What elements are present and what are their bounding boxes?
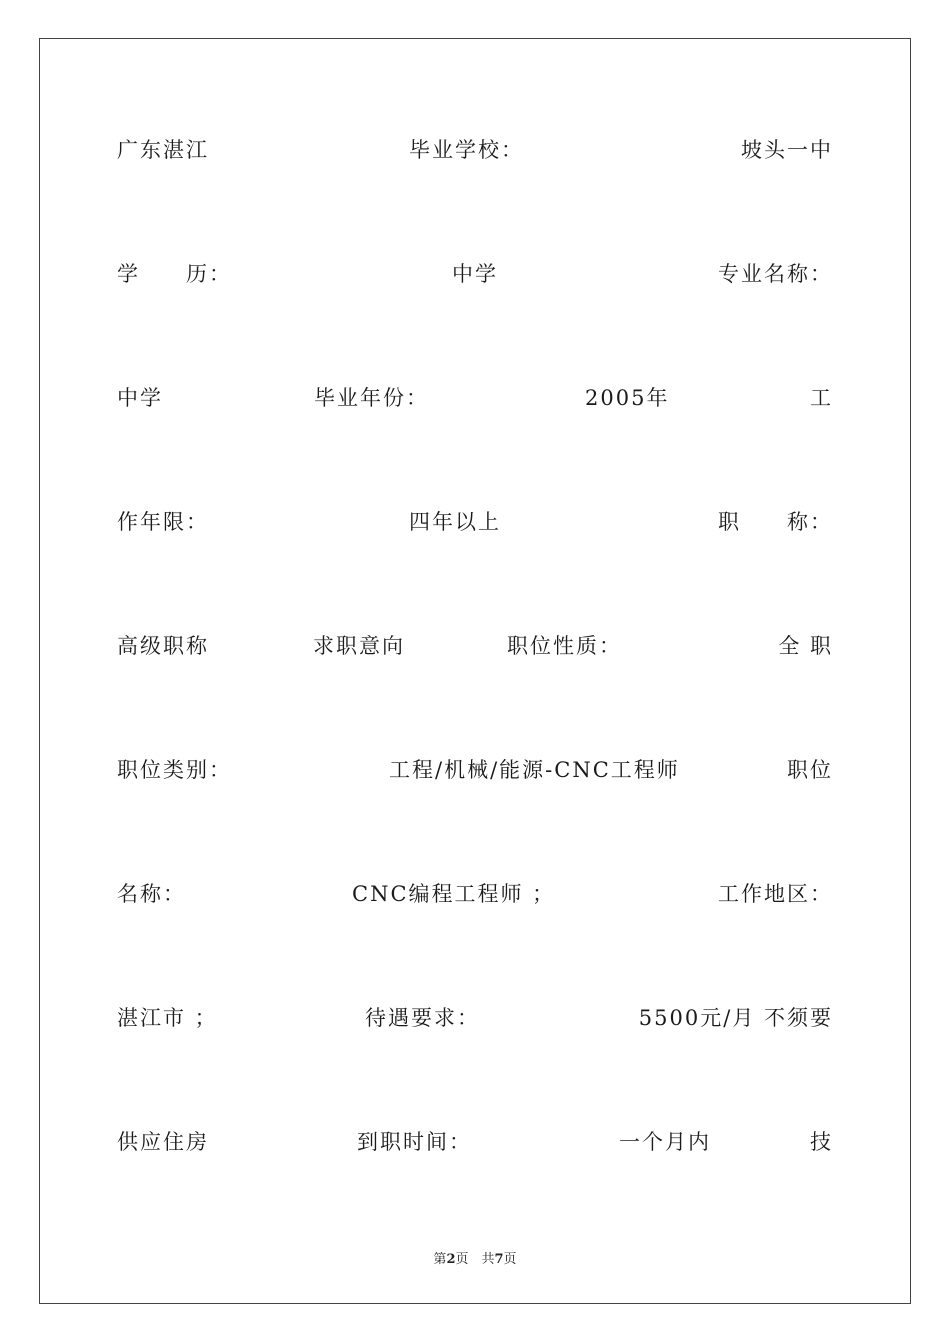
- line-text: 中学: [117, 386, 163, 410]
- footer-prefix: 第: [433, 1252, 447, 1267]
- text-line: [117, 744, 833, 868]
- line-text: 作年限：: [117, 510, 209, 534]
- text-line: [117, 372, 833, 496]
- line-text: 专业名称：: [718, 262, 833, 286]
- text-line: [117, 248, 833, 372]
- line-text: 工作地区：: [718, 882, 833, 906]
- line-text: 职位性质：: [507, 634, 622, 658]
- text-line: [117, 124, 833, 248]
- page-footer: [0, 1248, 950, 1267]
- text-line: [117, 868, 833, 992]
- text-line: [117, 992, 833, 1116]
- line-text: 全 职: [778, 634, 833, 658]
- line-text: 职位类别：: [117, 758, 232, 782]
- line-text: CNC编程工程师 ；: [352, 882, 556, 906]
- line-text: 5500元/月 不须要: [638, 1006, 833, 1030]
- line-text: 工: [810, 386, 833, 410]
- total-page-number: 7: [494, 1252, 504, 1267]
- document-body: [117, 124, 833, 1240]
- line-text: 毕业年份：: [314, 386, 429, 410]
- line-text: 四年以上: [409, 510, 501, 534]
- line-text: 到职时间：: [357, 1130, 472, 1154]
- line-text: 名称：: [117, 882, 186, 906]
- line-text: 供应住房: [117, 1130, 209, 1154]
- line-text: 学 历：: [117, 262, 232, 286]
- line-text: 一个月内: [619, 1130, 711, 1154]
- line-text: 求职意向: [313, 634, 405, 658]
- text-line: [117, 496, 833, 620]
- line-text: 工程/机械/能源-CNC工程师: [389, 758, 680, 782]
- line-text: 职 称：: [718, 510, 833, 534]
- text-line: [117, 1116, 833, 1240]
- line-text: 湛江市 ；: [117, 1006, 218, 1030]
- text-line: [117, 620, 833, 744]
- line-text: 技: [810, 1130, 833, 1154]
- line-text: 中学: [452, 262, 498, 286]
- line-text: 职位: [787, 758, 833, 782]
- line-text: 高级职称: [117, 634, 209, 658]
- line-text: 毕业学校：: [409, 138, 524, 162]
- footer-suffix: 页: [503, 1252, 517, 1267]
- current-page-number: 2: [446, 1252, 456, 1267]
- footer-mid: 页 共: [455, 1252, 495, 1267]
- line-text: 坡头一中: [741, 138, 833, 162]
- line-text: 2005年: [585, 386, 670, 410]
- line-text: 待遇要求：: [365, 1006, 480, 1030]
- line-text: 广东湛江: [117, 138, 209, 162]
